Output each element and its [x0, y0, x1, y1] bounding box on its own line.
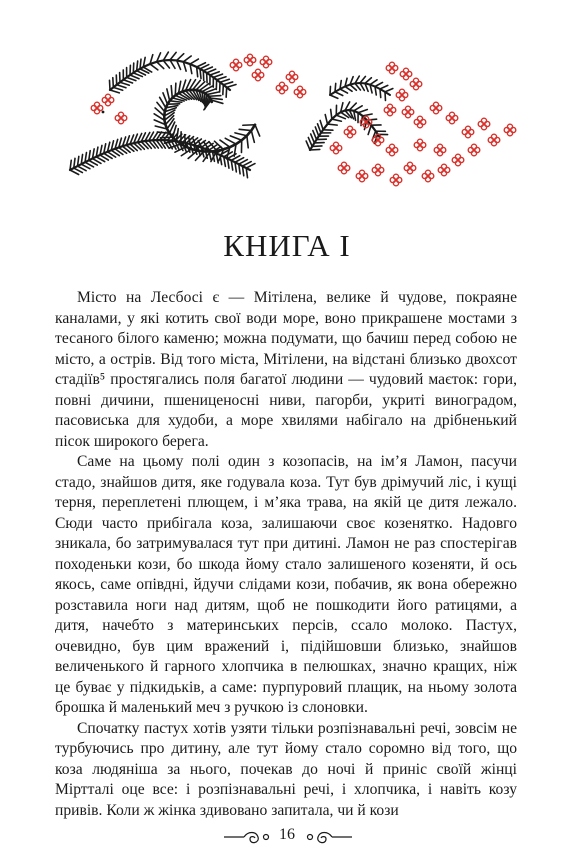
paragraph: Місто на Лесбосі є — Мітілена, велике й чудове, покраяне каналами, у які котить свої води море, воно прикрашене мостами з тесаного білого каменю; можна подумати, що бачиш перед собою не місто, а острів. Від того міста, Мітілени, на відстані близько двохсот стадіїв⁵ простягались поля багатої людини — чудовий маєток: гори, повні дичини, пшениценосні ниви, пагорби, укриті виноградом, пасовиська для худоби, а море хвилями набігало на дрібненький пісок широкого берега. — [55, 289, 517, 450]
body-text — [55, 288, 517, 821]
page-footer — [0, 826, 574, 850]
footer-right-ornament-icon — [304, 830, 354, 844]
paragraph: Саме на цьому полі один з козопасів, на ім’я Ламон, пасучи стадо, знайшов дитя, яке годувала коза. Тут був дрімучий ліс, і кущі терня, переплетені плющем, і м’яка трава, на якій це дитя лежало. Сюди часто прибігала коза, залишаючи своє козенятко. Надовго зникала, бо затримувалася тут при дитині. Ламон не раз спостерігав походеньки кози, бо шкода йому стало залишеного козеняти, й ось якось, саме опівдні, йдучи слідами кози, побачив, як вона обережно розставила ноги над дитям, щоб не пошкодити його ратицями, а дитя, начебто з материнських персів, ссало молоко. Пастух, очевидно, був цим вражений і, підійшовши близько, знайшов величенького й гарного хлопчика в пелюшках, значно кращих, ніж це буває у підкидьків, а саме: пурпуровий плащик, на ньому золота брошка й маленький меч з ручкою із слоновки. — [55, 453, 517, 716]
header-ornament — [0, 0, 574, 200]
page-number: 16 — [279, 826, 295, 843]
chapter-title: КНИГА І — [223, 228, 351, 263]
paragraph: Спочатку пастух хотів узяти тільки розпізнавальні речі, зовсім не турбуючись про дитину, але тут йому стало соромно від того, що коза людяніша за нього, почекав до ночі й приніс своїй жінці Міртталі оце все: і розпізнавальні речі, і хлопчика, і навіть козу привів. Коли ж жінка здивовано запитала, чи й кози — [55, 719, 517, 819]
